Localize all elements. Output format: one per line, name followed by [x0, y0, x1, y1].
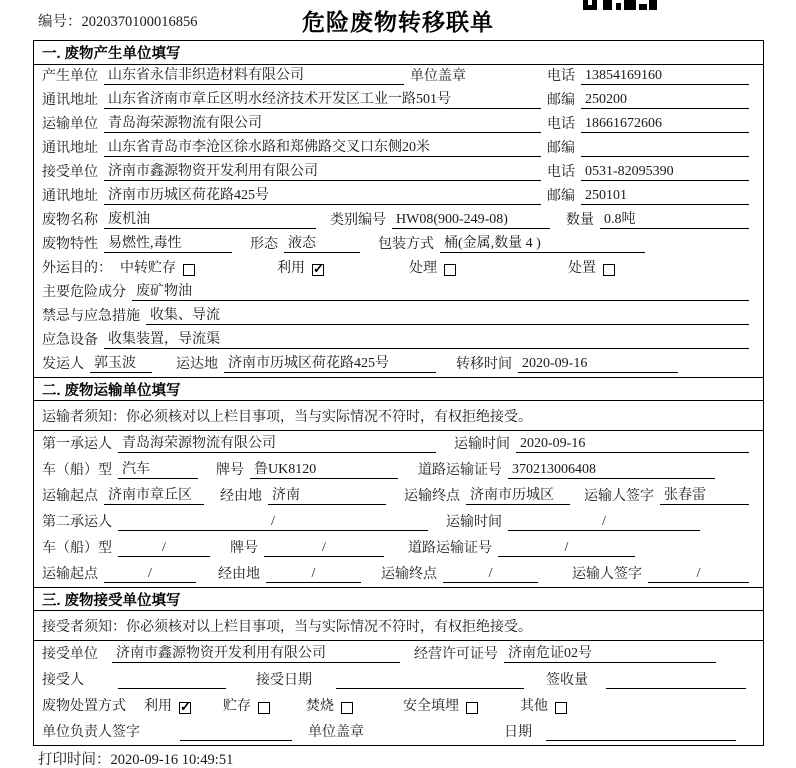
- route-via2-value: /: [266, 566, 361, 583]
- receiver-address-row: [34, 185, 763, 209]
- waste-attr-row: [34, 233, 763, 257]
- disposal-method-row: [34, 693, 763, 719]
- purpose-treat-checkbox: [444, 264, 456, 276]
- disposal-incinerate-checkbox: [341, 702, 353, 714]
- disposal-other-checkbox: [555, 702, 567, 714]
- first-carrier-row: [34, 431, 763, 457]
- acceptor-value: [118, 674, 226, 689]
- waste-name-label: 废物名称: [42, 213, 98, 228]
- destination-value: 济南市历城区荷花路425号: [224, 352, 436, 373]
- transport-time2-value: /: [508, 514, 700, 531]
- acceptor-row: [34, 667, 763, 693]
- producer-zip-label: 邮编: [547, 93, 575, 108]
- serial-value: 2020370100016856: [81, 14, 198, 30]
- vehicle-type2-label: 车（船）型: [42, 541, 112, 556]
- second-carrier-row: [34, 509, 763, 535]
- disposal-option-store: [223, 695, 270, 715]
- dispatcher-label: 发运人: [42, 357, 84, 372]
- taboo-label: 禁忌与应急措施: [42, 309, 140, 324]
- plate-value: 鲁UK8120: [250, 458, 398, 479]
- purpose-option-transfer-storage: [120, 257, 195, 277]
- section-receiver-title: 三. 废物接受单位填写: [34, 587, 763, 611]
- dispatch-row: [34, 353, 763, 377]
- waste-code-value: HW08(900-249-08): [392, 212, 550, 229]
- carrier-sign2-label: 运输人签字: [572, 567, 642, 582]
- route-start-label: 运输起点: [42, 489, 98, 504]
- disposal-store-label: 贮存: [223, 699, 251, 714]
- dispatcher-value: 郭玉波: [90, 352, 152, 373]
- waste-qty-value: 0.8吨: [600, 208, 749, 229]
- signed-qty-value: [606, 674, 746, 689]
- waste-name-row: [34, 209, 763, 233]
- route-via-value: 济南: [268, 484, 386, 505]
- purpose-option-dispose: [568, 257, 615, 277]
- carrier-sign-value: 张春雷: [660, 484, 749, 505]
- transporter-address-value: 山东省青岛市李沧区徐水路和郑佛路交叉口东侧20米: [104, 136, 541, 157]
- producer-address-label: 通讯地址: [42, 93, 98, 108]
- receiver-phone-value: 0531-82095390: [581, 164, 749, 181]
- waste-attr-label: 废物特性: [42, 237, 98, 252]
- route-via2-label: 经由地: [218, 567, 260, 582]
- disposal-method-label: 废物处置方式: [42, 699, 126, 714]
- purpose-dispose-checkbox: [603, 264, 615, 276]
- waste-code-label: 类别编号: [330, 213, 386, 228]
- purpose-transfer-storage-label: 中转贮存: [120, 261, 176, 276]
- receiver-zip-value: 250101: [581, 188, 749, 205]
- waste-qty-label: 数量: [566, 213, 594, 228]
- transporter-unit-value: 青岛海荣源物流有限公司: [104, 112, 541, 133]
- waste-name-value: 废机油: [104, 208, 316, 229]
- second-carrier-value: /: [118, 514, 428, 531]
- transfer-storage-checkbox: [183, 264, 195, 276]
- road-license-value: 370213006408: [508, 462, 715, 479]
- section-transporter-title: 二. 废物运输单位填写: [34, 377, 763, 401]
- transporter-address-label: 通讯地址: [42, 141, 98, 156]
- seal-date-label: 日期: [504, 725, 532, 740]
- receiver-unit-label: 接受单位: [42, 165, 98, 180]
- purpose-dispose-label: 处置: [568, 261, 596, 276]
- section-receiver: [34, 587, 763, 745]
- accept-date-value: [336, 674, 524, 689]
- receiver-address-value: 济南市历城区荷花路425号: [104, 184, 541, 205]
- disposal-landfill-label: 安全填埋: [403, 699, 459, 714]
- section-producer: [34, 41, 763, 377]
- producer-unit-value: 山东省永信非织造材料有限公司: [104, 64, 404, 85]
- producer-unit-row: [34, 65, 763, 89]
- producer-unit-label: 产生单位: [42, 69, 98, 84]
- disposal-store-checkbox: [258, 702, 270, 714]
- plate-label: 牌号: [216, 463, 244, 478]
- producer-phone-label: 电话: [547, 69, 575, 84]
- business-license-value: 济南危证02号: [504, 642, 716, 663]
- receiver-unit-row: [34, 161, 763, 185]
- route-end-label: 运输终点: [404, 489, 460, 504]
- carrier-sign2-value: /: [648, 566, 749, 583]
- transporter-unit-label: 运输单位: [42, 117, 98, 132]
- disposal-landfill-checkbox: [466, 702, 478, 714]
- equipment-value: 收集装置，导流渠: [104, 328, 749, 349]
- route-start2-label: 运输起点: [42, 567, 98, 582]
- transport-time-value: 2020-09-16: [516, 436, 749, 453]
- disposal-option-other: [520, 695, 567, 715]
- first-carrier-value: 青岛海荣源物流有限公司: [118, 432, 436, 453]
- vehicle-row-1: [34, 457, 763, 483]
- disposal-option-incinerate: [306, 695, 353, 715]
- producer-phone-value: 13854169160: [581, 68, 749, 85]
- route-start-value: 济南市章丘区: [104, 484, 204, 505]
- hazard-label: 主要危险成分: [42, 285, 126, 300]
- route-via-label: 经由地: [220, 489, 262, 504]
- vehicle-type-label: 车（船）型: [42, 463, 112, 478]
- receiver-phone-label: 电话: [547, 165, 575, 180]
- transporter-unit-row: [34, 113, 763, 137]
- transfer-time-label: 转移时间: [456, 357, 512, 372]
- serial-label: 编号：: [38, 14, 82, 30]
- accept-unit-row: [34, 641, 763, 667]
- disposal-utilize-checkbox: [179, 702, 191, 714]
- purpose-utilize-label: 利用: [277, 261, 305, 276]
- disposal-utilize-label: 利用: [144, 699, 172, 714]
- transporter-zip-label: 邮编: [547, 141, 575, 156]
- receiver-zip-label: 邮编: [547, 189, 575, 204]
- taboo-value: 收集、导流: [146, 304, 749, 325]
- transfer-time-value: 2020-09-16: [518, 356, 678, 373]
- transporter-phone-value: 18661672606: [581, 116, 749, 133]
- business-license-label: 经营许可证号: [414, 647, 498, 662]
- signed-qty-label: 签收量: [546, 673, 588, 688]
- waste-pack-value: 桶(金属,数量 4 ): [440, 232, 645, 253]
- purpose-label: 外运目的：: [42, 261, 112, 276]
- transporter-zip-value: [581, 142, 749, 157]
- purpose-utilize-checkbox: [312, 264, 324, 276]
- waste-pack-label: 包装方式: [378, 237, 434, 252]
- unit-seal2-label: 单位盖章: [308, 725, 364, 740]
- destination-label: 运达地: [176, 357, 218, 372]
- print-time: [38, 748, 233, 768]
- route-end2-label: 运输终点: [381, 567, 437, 582]
- disposal-option-utilize: [144, 695, 191, 715]
- unit-seal-label: 单位盖章: [410, 69, 466, 84]
- page-title: 危险废物转移联单: [302, 9, 494, 35]
- producer-address-value: 山东省济南市章丘区明水经济技术开发区工业一路501号: [104, 88, 541, 109]
- producer-zip-value: 250200: [581, 92, 749, 109]
- seal-date-value: [546, 726, 736, 741]
- print-time-value: 2020-09-16 10:49:51: [110, 752, 234, 768]
- vehicle-type-value: 汽车: [118, 458, 198, 479]
- purpose-treat-label: 处理: [409, 261, 437, 276]
- form-table: [33, 40, 764, 746]
- transport-time-label: 运输时间: [454, 437, 510, 452]
- disposal-option-landfill: [403, 695, 478, 715]
- disposal-incinerate-label: 焚烧: [306, 699, 334, 714]
- route-end-value: 济南市历城区: [466, 484, 570, 505]
- qr-code-fragment-icon: [583, 0, 657, 11]
- route-end2-value: /: [443, 566, 538, 583]
- purpose-option-treat: [409, 257, 456, 277]
- producer-address-row: [34, 89, 763, 113]
- route-start2-value: /: [104, 566, 196, 583]
- responsible-sign-value: [180, 726, 292, 741]
- receiver-unit-value: 济南市鑫源物资开发利用有限公司: [104, 160, 541, 181]
- hazard-value: 废矿物油: [132, 280, 749, 301]
- accept-unit-label: 接受单位: [42, 647, 98, 662]
- accept-unit-value: 济南市鑫源物资开发利用有限公司: [112, 642, 400, 663]
- taboo-row: [34, 305, 763, 329]
- acceptor-label: 接受人: [42, 673, 84, 688]
- section-producer-title: 一. 废物产生单位填写: [34, 41, 763, 65]
- form-header: [0, 0, 796, 40]
- responsible-sign-label: 单位负责人签字: [42, 725, 140, 740]
- print-time-label: 打印时间：: [38, 752, 111, 768]
- waste-form-label: 形态: [250, 237, 278, 252]
- responsible-signature-row: [34, 719, 763, 745]
- accept-date-label: 接受日期: [256, 673, 312, 688]
- route-row-2: [34, 561, 763, 587]
- receiver-address-label: 通讯地址: [42, 189, 98, 204]
- transporter-phone-label: 电话: [547, 117, 575, 132]
- road-license2-label: 道路运输证号: [408, 541, 492, 556]
- hazard-row: [34, 281, 763, 305]
- transport-time2-label: 运输时间: [446, 515, 502, 530]
- first-carrier-label: 第一承运人: [42, 437, 112, 452]
- road-license2-value: /: [498, 540, 635, 557]
- purpose-row: [34, 257, 763, 281]
- transporter-notice: 运输者须知：你必须核对以上栏目事项，当与实际情况不符时，有权拒绝接受。: [34, 401, 763, 431]
- vehicle-row-2: [34, 535, 763, 561]
- waste-attr-value: 易燃性,毒性: [104, 232, 232, 253]
- carrier-sign-label: 运输人签字: [584, 489, 654, 504]
- equipment-row: [34, 329, 763, 353]
- transporter-address-row: [34, 137, 763, 161]
- waste-form-value: 液态: [284, 232, 360, 253]
- route-row-1: [34, 483, 763, 509]
- plate2-value: /: [264, 540, 384, 557]
- second-carrier-label: 第二承运人: [42, 515, 112, 530]
- road-license-label: 道路运输证号: [418, 463, 502, 478]
- purpose-option-utilize: [277, 257, 324, 277]
- equipment-label: 应急设备: [42, 333, 98, 348]
- plate2-label: 牌号: [230, 541, 258, 556]
- receiver-notice: 接受者须知：你必须核对以上栏目事项，当与实际情况不符时，有权拒绝接受。: [34, 611, 763, 641]
- disposal-other-label: 其他: [520, 699, 548, 714]
- vehicle-type2-value: /: [118, 540, 210, 557]
- section-transporter: [34, 377, 763, 587]
